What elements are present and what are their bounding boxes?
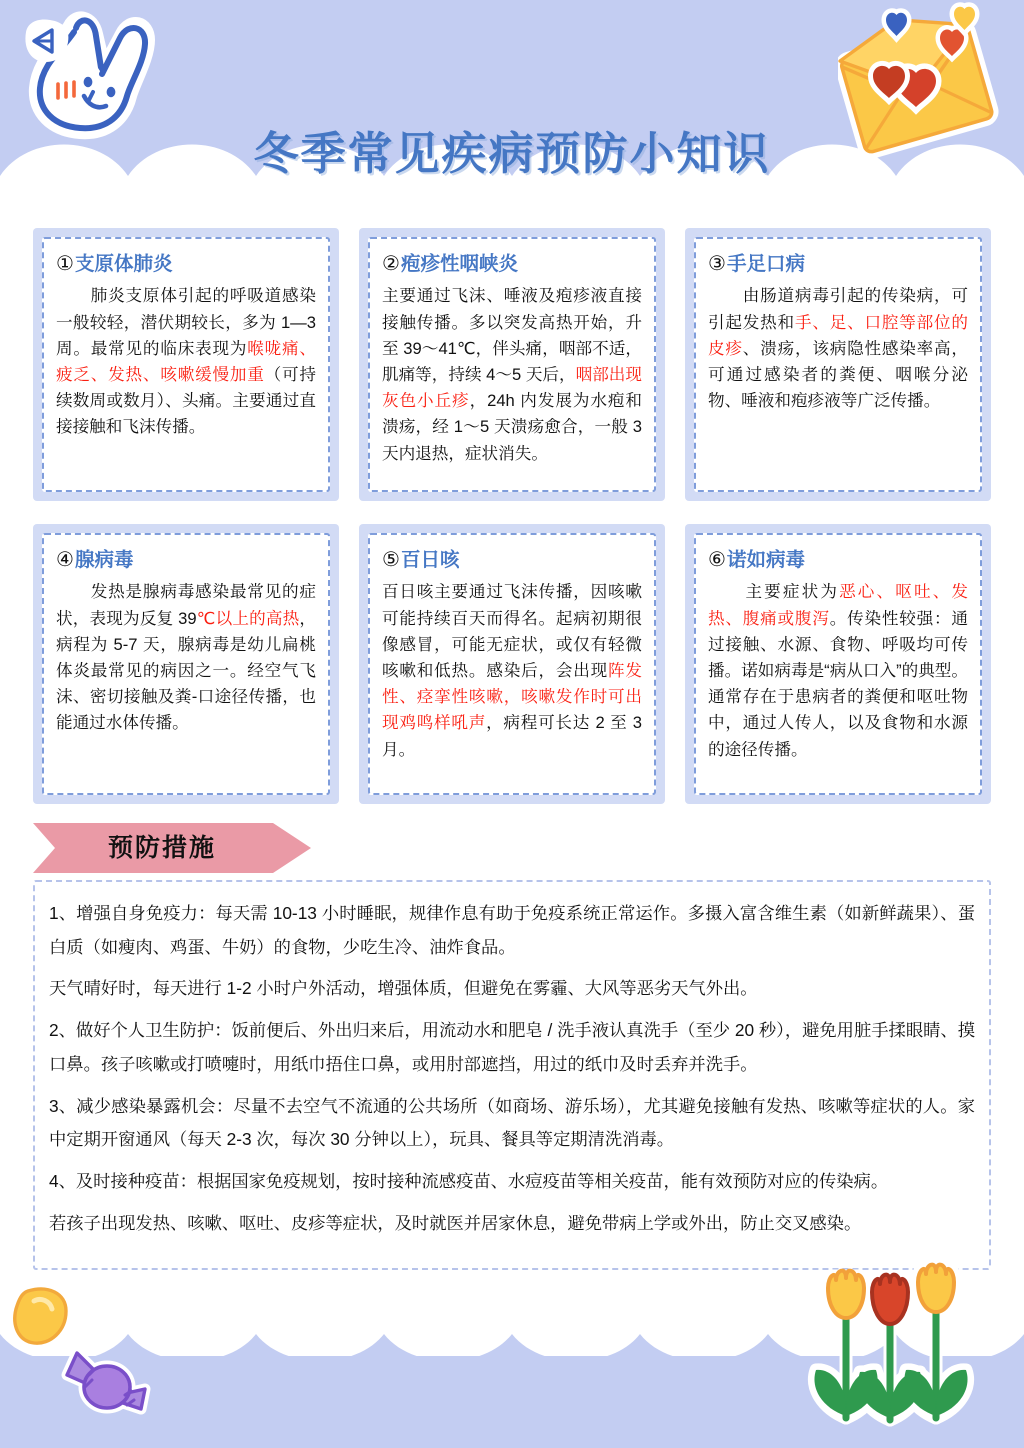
disease-card-number: ①: [56, 253, 74, 275]
highlight-segment: 手、足、口腔等部位的皮疹: [708, 312, 969, 358]
disease-card-title: [56, 252, 316, 276]
disease-card-number: ②: [382, 253, 400, 275]
disease-card-number: ③: [708, 253, 726, 275]
tulip-flowers-icon: [802, 1258, 1002, 1438]
disease-card-title: [382, 252, 642, 276]
disease-card-number: ④: [56, 549, 74, 571]
highlight-segment: 恶心、呕吐、发热、腹痛或腹泻: [708, 582, 969, 628]
text-segment: 百日咳主要通过飞沫传播，因咳嗽可能持续百天而得名。起病初期很像感冒，可能无症状，或仅有轻微咳嗽和低热。感染后，会出现: [382, 582, 642, 680]
disease-card-title: [708, 548, 968, 572]
prevention-list: [49, 897, 975, 1248]
disease-card-grid-row-1: [33, 228, 991, 501]
text-segment: 发热是腺病毒感染最常见的症状，表现为反复 39: [56, 582, 316, 628]
disease-card-inner: [694, 533, 982, 795]
disease-card-name: 诺如病毒: [726, 549, 805, 571]
text-segment: （可持续数周或数月）、头痛。主要通过直接接触和飞沫传播。: [56, 365, 317, 437]
disease-card-body: [708, 283, 968, 414]
prevention-banner-label: 预防措施: [107, 834, 216, 862]
disease-card: [33, 228, 339, 501]
disease-card-name: 百日咳: [400, 549, 460, 571]
text-segment: 、溃疡，该病隐性感染率高，可通过感染者的粪便、咽喉分泌物、唾液和疱疹液等广泛传播。: [708, 338, 969, 411]
header-band: [0, 0, 1024, 212]
disease-card-title: [56, 548, 316, 572]
highlight-segment: 喉咙痛、疲乏、发热、咳嗽缓慢加重: [56, 338, 317, 384]
disease-card-name: 腺病毒: [74, 549, 134, 571]
text-segment: ，24h 内发展为水疱和溃疡，经 1～5 天溃疡愈合，一般 3 天内退热，症状消失。: [382, 391, 642, 463]
disease-card-inner: [42, 533, 330, 795]
disease-card-inner: [42, 237, 330, 492]
disease-card-inner: [368, 533, 656, 795]
prevention-item: 1、增强自身免疫力：每天需 10-13 小时睡眠，规律作息有助于免疫系统正常运作。多摄入富含维生素（如新鲜蔬果）、蛋白质（如瘦肉、鸡蛋、牛奶）的食物，少吃生冷、油炸食品。: [49, 903, 975, 957]
text-segment: 由肠道病毒引起的传染病，可引起发热和: [708, 286, 968, 332]
disease-card-number: ⑥: [708, 549, 726, 571]
disease-card: [685, 524, 991, 804]
disease-card-name: 支原体肺炎: [74, 253, 173, 275]
disease-card-inner: [368, 237, 656, 492]
prevention-item: 4、及时接种疫苗：根据国家免疫规划，按时接种流感疫苗、水痘疫苗等相关疫苗，能有效预防对应的传染病。: [49, 1171, 889, 1192]
prevention-item: 2、做好个人卫生防护：饭前便后、外出归来后，用流动水和肥皂 / 洗手液认真洗手（至少 20 秒），避免用脏手揉眼睛、摸口鼻。孩子咳嗽或打喷嚏时，用纸巾捂住口鼻，或用肘部遮挡，用过的纸巾及时丢弃并洗手。: [49, 1020, 975, 1074]
disease-card-body: [56, 579, 316, 736]
disease-card-grid-row-2: [33, 524, 991, 804]
disease-card-title: [382, 548, 642, 572]
disease-card-inner: [694, 237, 982, 492]
disease-card-body: [382, 283, 642, 466]
disease-card: [359, 524, 665, 804]
disease-card-name: 疱疹性咽峡炎: [400, 253, 518, 275]
highlight-segment: ℃以上的高热: [196, 608, 300, 628]
page-title: 冬季常见疾病预防小知识: [253, 128, 771, 179]
disease-card: [33, 524, 339, 804]
triangle-flag-icon: [18, 16, 74, 72]
disease-card-body: [382, 579, 642, 762]
prevention-item: 若孩子出现发热、咳嗽、呕吐、皮疹等症状，及时就医并居家休息，避免带病上学或外出，防止交叉感染。: [49, 1212, 862, 1233]
highlight-segment: 阵发性、痉挛性咳嗽，咳嗽发作时可出现鸡鸣样吼声: [382, 661, 643, 733]
disease-card-name: 手足口病: [726, 253, 805, 275]
disease-card-title: [708, 252, 968, 276]
prevention-item: 天气晴好时，每天进行 1-2 小时户外活动，增强体质，但避免在雾霾、大风等恶劣天气外出。: [49, 978, 758, 999]
text-segment: ，病程可长达 2 至 3 月。: [382, 713, 642, 759]
text-segment: 。传染性较强：通过接触、水源、食物、呼吸均可传播。诺如病毒是“病从口入”的典型。通常存在于患病者的粪便和呕吐物中，通过人传人，以及食物和水源的途径传播。: [708, 608, 968, 759]
highlight-segment: 咽部出现灰色小丘疹: [382, 365, 642, 411]
disease-card-body: [56, 283, 316, 440]
prevention-item: 3、减少感染暴露机会：尽量不去空气不流通的公共场所（如商场、游乐场），尤其避免接触有发热、咳嗽等症状的人。家中定期开窗通风（每天 2-3 次，每次 30 分钟以上），玩具、餐具等定期清洗消毒。: [49, 1095, 975, 1150]
purple-wrapped-candy-icon: [55, 1335, 160, 1430]
disease-card-number: ⑤: [382, 549, 400, 571]
disease-card: [359, 228, 665, 501]
text-segment: 肺炎支原体引起的呼吸道感染一般较轻，潜伏期较长，多为 1—3 周。最常见的临床表现为: [56, 286, 316, 358]
disease-card-body: [708, 579, 968, 762]
text-segment: 主要症状为: [708, 582, 840, 602]
text-segment: ，病程为 5-7 天，腺病毒是幼儿扁桃体炎最常见的病因之一。经空气飞沫、密切接触及粪-口途径传播，也能通过水体传播。: [56, 608, 316, 733]
text-segment: 主要通过飞沫、唾液及疱疹液直接接触传播。多以突发高热开始，升至 39～41℃，伴头痛，咽部不适，肌痛等，持续 4～5 天后，: [382, 286, 642, 384]
disease-card: [685, 228, 991, 501]
